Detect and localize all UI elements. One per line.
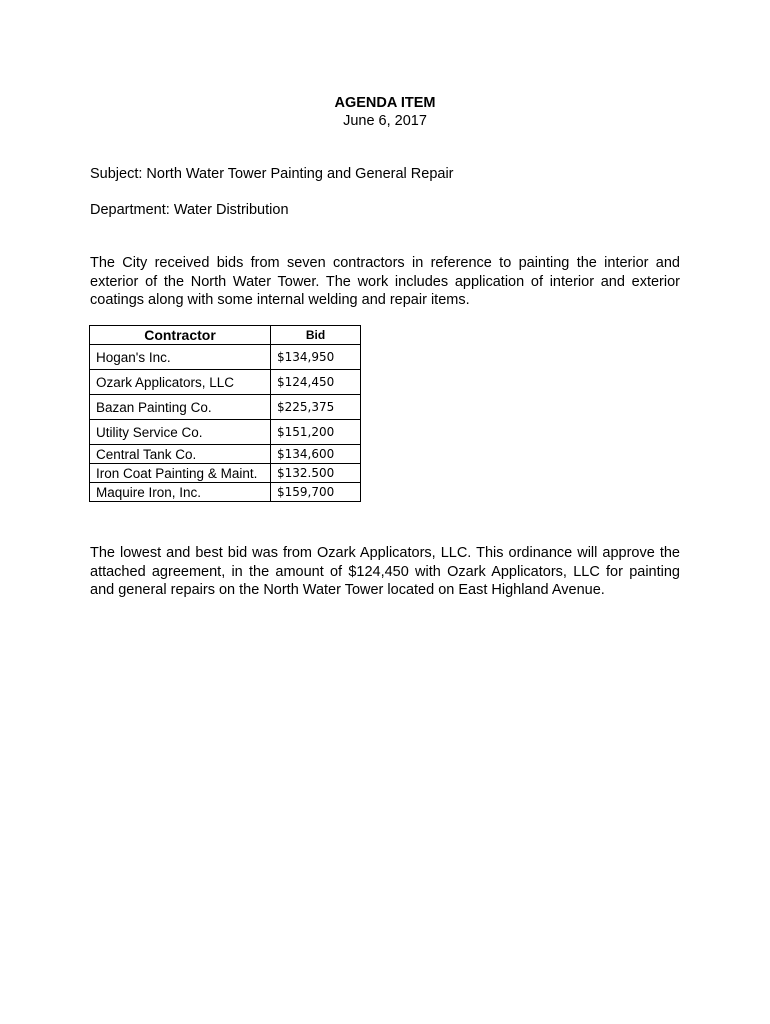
bids-table <box>89 325 361 502</box>
document-date: June 6, 2017 <box>343 113 427 129</box>
bid-cell: $134,600 <box>271 445 361 464</box>
bid-cell: $132.500 <box>271 464 361 483</box>
contractor-cell: Ozark Applicators, LLC <box>90 370 271 395</box>
header-contractor: Contractor <box>90 326 271 345</box>
department-line: Department: Water Distribution <box>90 202 289 218</box>
table-header-row <box>90 326 361 345</box>
table-row <box>90 483 361 502</box>
header-bid: Bid <box>271 326 361 345</box>
subject-line: Subject: North Water Tower Painting and General Repair <box>90 166 454 182</box>
contractor-cell: Hogan's Inc. <box>90 345 271 370</box>
contractor-cell: Utility Service Co. <box>90 420 271 445</box>
contractor-cell: Iron Coat Painting & Maint. <box>90 464 271 483</box>
contractor-cell: Bazan Painting Co. <box>90 395 271 420</box>
bid-cell: $124,450 <box>271 370 361 395</box>
bid-cell: $134,950 <box>271 345 361 370</box>
intro-paragraph: The City received bids from seven contractors in reference to painting the interior and exterior of the North Water Tower. The work includes application of interior and exterior coatings along with some internal welding and repair items. <box>90 255 680 308</box>
contractor-cell: Central Tank Co. <box>90 445 271 464</box>
table-row <box>90 345 361 370</box>
table-row <box>90 370 361 395</box>
bid-cell: $151,200 <box>271 420 361 445</box>
table-row <box>90 445 361 464</box>
bid-cell: $225,375 <box>271 395 361 420</box>
table-row <box>90 420 361 445</box>
bid-cell: $159,700 <box>271 483 361 502</box>
closing-paragraph: The lowest and best bid was from Ozark Applicators, LLC. This ordinance will approve the attached agreement, in the amount of $124,450 with Ozark Applicators, LLC for painting and general repairs on the North Water Tower located on East Highland Avenue. <box>90 545 680 598</box>
contractor-cell: Maquire Iron, Inc. <box>90 483 271 502</box>
table-row <box>90 464 361 483</box>
document-title: AGENDA ITEM <box>334 95 436 111</box>
table-row <box>90 395 361 420</box>
